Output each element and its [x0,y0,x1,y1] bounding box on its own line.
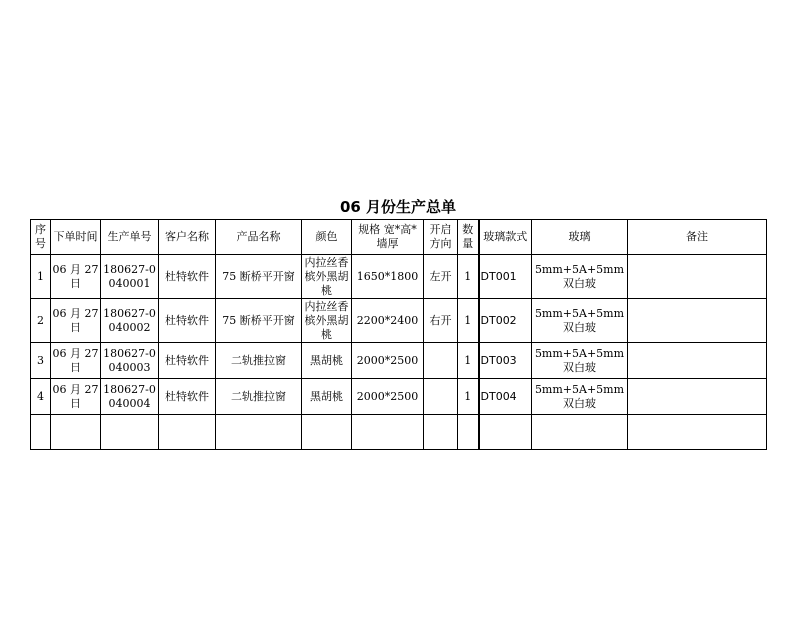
empty-cell [532,415,628,450]
header-remark: 备注 [628,220,767,255]
cell-direction: 右开 [424,299,458,343]
cell-glass: 5mm+5A+5mm 双白玻 [532,255,628,299]
table-row [31,343,767,379]
empty-cell [51,415,101,450]
empty-cell [101,415,159,450]
cell-color [302,299,352,343]
cell-glass-style: DT001 [479,255,532,299]
cell-date: 06 月 27 日 [51,255,101,299]
production-table [30,219,767,450]
cell-product: 75 断桥平开窗 [216,255,302,299]
cell-remark [628,255,767,299]
table-row [31,299,767,343]
header-glass: 玻璃 [532,220,628,255]
cell-product: 75 断桥平开窗 [216,299,302,343]
cell-no: 2 [31,299,51,343]
sheet-title: 06 月份生产总单 [339,198,457,216]
cell-order: 180627-0040001 [101,255,159,299]
cell-date: 06 月 27 日 [51,343,101,379]
cell-no: 1 [31,255,51,299]
cell-qty: 1 [458,255,479,299]
header-size: 规格 宽*高*墙厚 [352,220,424,255]
cell-glass: 5mm+5A+5mm 双白玻 [532,299,628,343]
cell-color [302,255,352,299]
header-no: 序号 [31,220,51,255]
cell-customer: 杜特软件 [159,379,216,415]
cell-customer: 杜特软件 [159,255,216,299]
cell-remark [628,299,767,343]
cell-size: 2000*2500 [352,379,424,415]
empty-row [31,415,767,450]
cell-glass-style: DT004 [479,379,532,415]
cell-qty: 1 [458,299,479,343]
cell-direction [424,343,458,379]
cell-order: 180627-0040003 [101,343,159,379]
empty-cell [352,415,424,450]
cell-glass: 5mm+5A+5mm 双白玻 [532,343,628,379]
header-customer: 客户名称 [159,220,216,255]
cell-direction [424,379,458,415]
cell-glass: 5mm+5A+5mm 双白玻 [532,379,628,415]
cell-direction: 左开 [424,255,458,299]
cell-no: 4 [31,379,51,415]
header-date: 下单时间 [51,220,101,255]
cell-color-text: 内拉丝香 槟外黑胡 桃 [304,255,349,297]
cell-remark [628,343,767,379]
cell-customer: 杜特软件 [159,343,216,379]
cell-qty: 1 [458,343,479,379]
cell-color: 黑胡桃 [302,343,352,379]
empty-cell [628,415,767,450]
header-order: 生产单号 [101,220,159,255]
cell-size: 2000*2500 [352,343,424,379]
cell-no: 3 [31,343,51,379]
empty-cell [216,415,302,450]
empty-cell [424,415,458,450]
header-row [31,220,767,255]
cell-order: 180627-0040004 [101,379,159,415]
cell-remark [628,379,767,415]
cell-customer: 杜特软件 [159,299,216,343]
empty-cell [458,415,479,450]
cell-product: 二轨推拉窗 [216,343,302,379]
cell-glass-style: DT003 [479,343,532,379]
header-glass-style: 玻璃款式 [479,220,532,255]
cell-product: 二轨推拉窗 [216,379,302,415]
header-qty: 数量 [458,220,479,255]
header-color: 颜色 [302,220,352,255]
cell-size: 1650*1800 [352,255,424,299]
cell-qty: 1 [458,379,479,415]
cell-color-text: 内拉丝香 槟外黑胡 桃 [304,299,349,341]
table-row [31,255,767,299]
cell-order: 180627-0040002 [101,299,159,343]
cell-date: 06 月 27 日 [51,379,101,415]
header-product: 产品名称 [216,220,302,255]
table-row [31,379,767,415]
cell-size: 2200*2400 [352,299,424,343]
empty-cell [302,415,352,450]
cell-glass-style: DT002 [479,299,532,343]
header-direction: 开启方向 [424,220,458,255]
cell-date: 06 月 27 日 [51,299,101,343]
cell-color: 黑胡桃 [302,379,352,415]
empty-cell [159,415,216,450]
empty-cell [479,415,532,450]
empty-cell [31,415,51,450]
